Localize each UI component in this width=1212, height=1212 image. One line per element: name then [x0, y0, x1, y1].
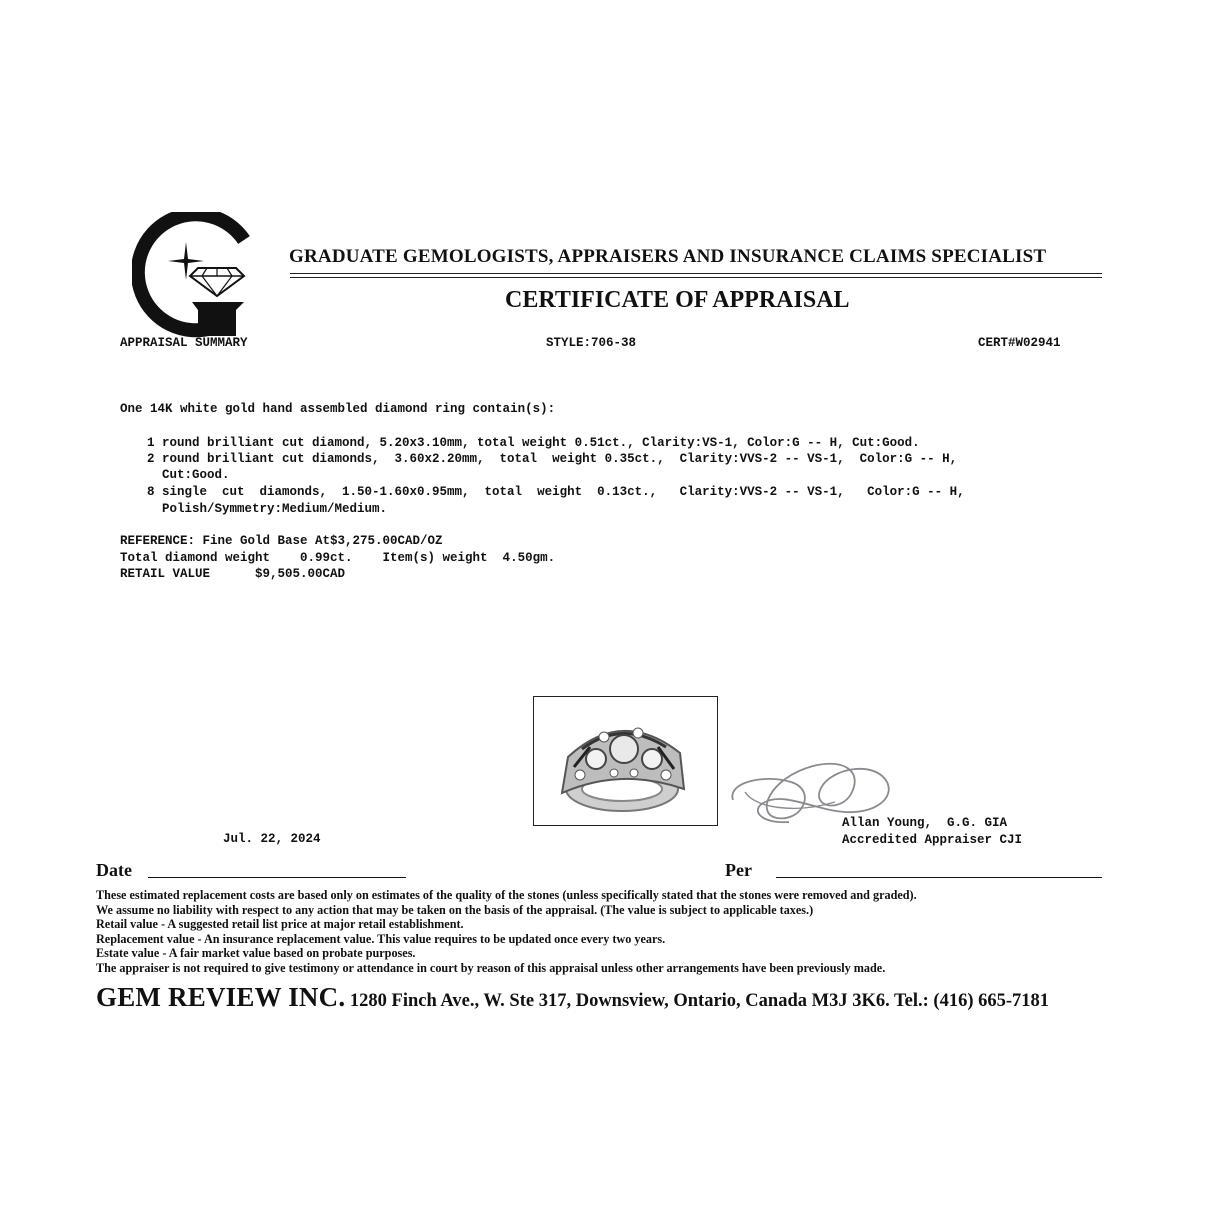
description-line: 8 single cut diamonds, 1.50-1.60x0.95mm, total weight 0.13ct., Clarity:VVS-2 -- VS-1, Color:G -- H,: [147, 485, 965, 499]
company-address: 1280 Finch Ave., W. Ste 317, Downsview, Ontario, Canada M3J 3K6. Tel.: (416) 665-7181: [345, 991, 1050, 1011]
disclaimer-line: These estimated replacement costs are based only on estimates of the quality of the stones (unless specifically stated that the stones were removed and graded).: [96, 888, 917, 902]
gold-base-reference: REFERENCE: Fine Gold Base At$3,275.00CAD/OZ: [120, 534, 443, 548]
weight-totals: Total diamond weight 0.99ct. Item(s) weight 4.50gm.: [120, 551, 556, 565]
disclaimer-line: We assume no liability with respect to any action that may be taken on the basis of the appraisal. (The value is subject to applicable taxes.): [96, 902, 814, 917]
footer: [96, 982, 1049, 1013]
disclaimer: [96, 888, 917, 976]
cert-number: CERT#W02941: [978, 336, 1061, 350]
appraisal-summary-label: APPRAISAL SUMMARY: [120, 336, 248, 350]
per-signature-line: [776, 877, 1102, 878]
style-number: STYLE:706-38: [546, 336, 637, 350]
company-name: GEM REVIEW INC.: [96, 982, 346, 1012]
appraiser-credential: Accredited Appraiser CJI: [842, 833, 1023, 847]
disclaimer-line: Estate value - A fair market value based on probate purposes.: [96, 946, 416, 961]
description-line: 2 round brilliant cut diamonds, 3.60x2.20mm, total weight 0.35ct., Clarity:VVS-2 -- VS-1, Color:G -- H,: [147, 452, 958, 466]
disclaimer-line: Retail value - A suggested retail list price at major retail establishment.: [96, 917, 464, 932]
date-label: Date: [96, 860, 132, 880]
appraisal-date: Jul. 22, 2024: [223, 832, 321, 846]
header-rule: [290, 273, 1102, 274]
disclaimer-line: The appraiser is not required to give testimony or attendance in court by reason of this appraisal unless other arrangements have been previously made.: [96, 960, 886, 975]
ring-photo: [533, 696, 718, 826]
header-tagline: GRADUATE GEMOLOGISTS, APPRAISERS AND INSURANCE CLAIMS SPECIALIST: [289, 246, 1047, 267]
description-line: Polish/Symmetry:Medium/Medium.: [147, 502, 388, 516]
description-line: 1 round brilliant cut diamond, 5.20x3.10mm, total weight 0.51ct., Clarity:VS-1, Color:G -- H, Cut:Good.: [147, 436, 920, 450]
description-intro: One 14K white gold hand assembled diamond ring contain(s):: [120, 402, 556, 416]
appraiser-name: Allan Young, G.G. GIA: [842, 816, 1008, 830]
header-rule: [290, 277, 1102, 278]
description-line: Cut:Good.: [147, 468, 230, 482]
retail-value: RETAIL VALUE $9,505.00CAD: [120, 567, 346, 581]
disclaimer-line: Replacement value - An insurance replacement value. This value requires to be updated once every two years.: [96, 931, 666, 946]
gg-diamond-logo-icon: [132, 212, 250, 340]
certificate-title: CERTIFICATE OF APPRAISAL: [505, 287, 850, 313]
date-signature-line: [148, 877, 406, 878]
per-label: Per: [725, 860, 752, 880]
